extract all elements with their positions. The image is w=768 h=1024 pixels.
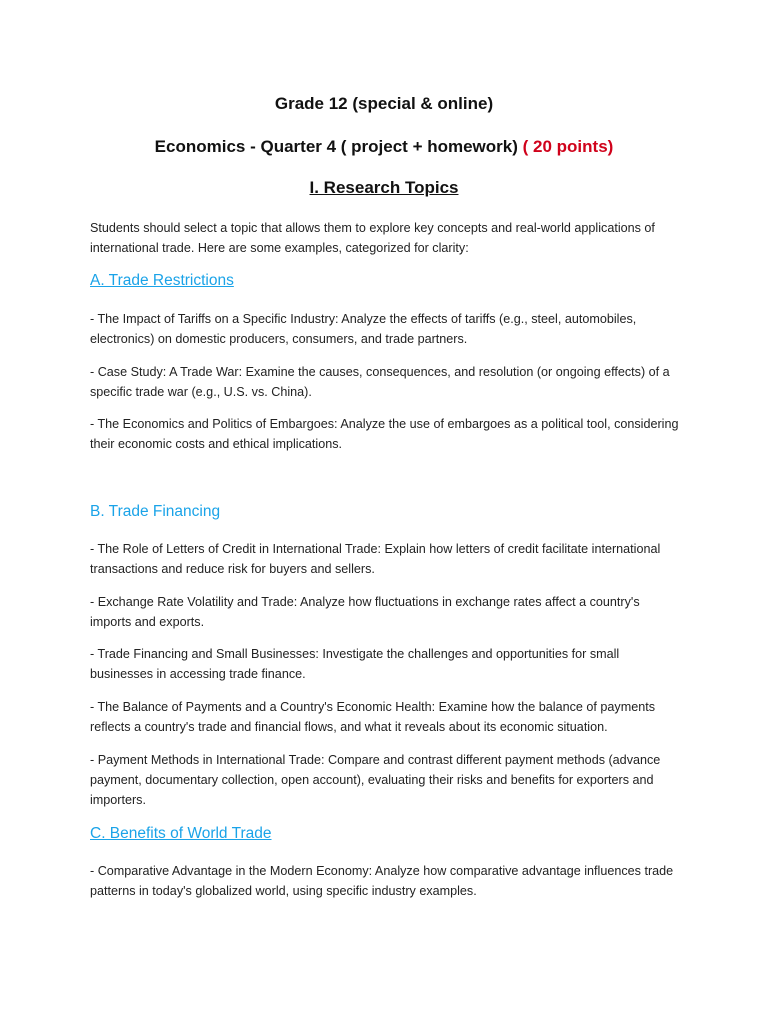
- list-item: - Case Study: A Trade War: Examine the causes, consequences, and resolution (or ongoing effects) of a specific trade war (e.g., U.S. vs. China).: [90, 365, 670, 399]
- intro-paragraph: Students should select a topic that allows them to explore key concepts and real-world applications of international trade. Here are some examples, categorized for clarity:: [90, 221, 655, 255]
- research-topics-heading-text: I. Research Topics: [309, 178, 459, 197]
- list-item: - Payment Methods in International Trade: Compare and contrast different payment methods (advance payment, documentary collection, open account), evaluating their risks and benefits for exporters and importers.: [90, 753, 661, 807]
- list-item: - The Economics and Politics of Embargoes: Analyze the use of embargoes as a political tool, considering their economic costs and ethical implications.: [90, 417, 679, 451]
- section-heading-benefits-of-world-trade: C. Benefits of World Trade: [90, 825, 272, 842]
- section-heading-trade-restrictions: A. Trade Restrictions: [90, 272, 234, 289]
- document-title-course: [0, 137, 768, 157]
- course-title-text: Economics - Quarter 4 ( project + homework): [154, 137, 518, 156]
- points-label: ( 20 points): [522, 137, 614, 156]
- list-item: - The Role of Letters of Credit in International Trade: Explain how letters of credit facilitate international transactions and reduce risk for buyers and sellers.: [90, 542, 661, 576]
- list-item: - Comparative Advantage in the Modern Economy: Analyze how comparative advantage influences trade patterns in today's globalized world, using specific industry examples.: [90, 864, 674, 898]
- list-item: - The Impact of Tariffs on a Specific Industry: Analyze the effects of tariffs (e.g., steel, automobiles, electronics) on domestic producers, consumers, and trade partners.: [90, 312, 637, 346]
- list-item: - Trade Financing and Small Businesses: Investigate the challenges and opportunities for small businesses in accessing trade finance.: [90, 647, 620, 681]
- section-heading-trade-financing: B. Trade Financing: [90, 503, 221, 520]
- list-item: - Exchange Rate Volatility and Trade: Analyze how fluctuations in exchange rates affect a country's imports and exports.: [90, 595, 640, 629]
- document-title-grade: Grade 12 (special & online): [274, 94, 494, 113]
- research-topics-heading: [0, 178, 768, 198]
- list-item: - The Balance of Payments and a Country's Economic Health: Examine how the balance of payments reflects a country's trade and financial flows, and what it reveals about its economic situation.: [90, 700, 655, 734]
